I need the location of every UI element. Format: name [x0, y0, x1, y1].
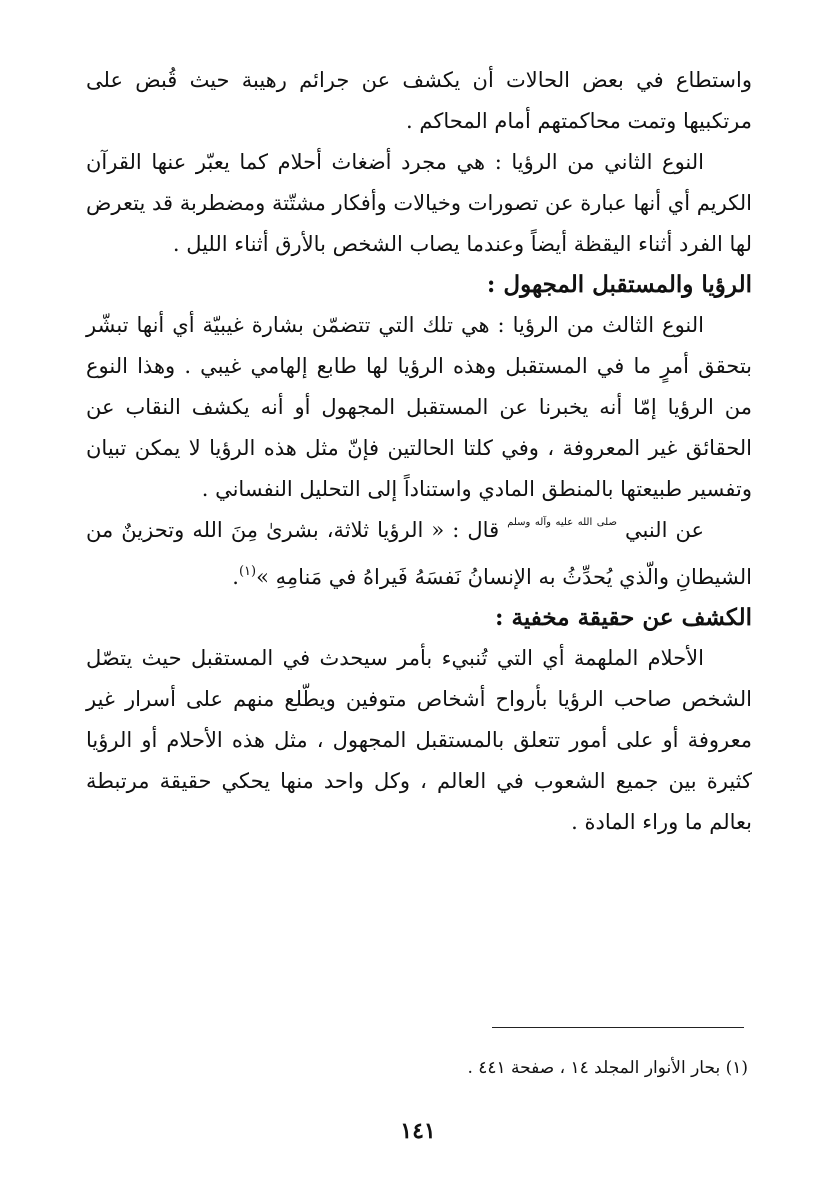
salawat-symbol: صلى الله عليه وآله وسلم — [507, 517, 617, 528]
footnote-divider — [492, 1027, 744, 1028]
heading-text: الرؤيا والمستقبل المجهول — [503, 271, 752, 298]
hadith-intro: عن النبي — [625, 518, 704, 542]
paragraph-3: النوع الثالث من الرؤيا : هي تلك التي تتضمّن بشارة غيبيّة أي أنها تبشّر بتحقق أمرٍ ما في المستقبل وهذه الرؤيا لها طابع إلهامي غيبي . وهذا النوع من الرؤيا إمّا أنه يخبرنا عن المستقبل المجهول أو أنه يكشف النقاب عن الحقائق غير المعروفة ، وفي كلتا الحالتين فإنّ مثل هذه الرؤيا لا يمكن تبيان وتفسير طبيعتها بالمنطق المادي واستناداً إلى التحليل النفساني . — [86, 313, 752, 501]
paragraph-2: النوع الثاني من الرؤيا : هي مجرد أضغاث أحلام كما يعبّر عنها القرآن الكريم أي أنها عبارة عن تصورات وخيالات وأفكار مشتّتة ومضطربة قد يتعرض لها الفرد أثناء اليقظة أيضاً وعندما يصاب الشخص بالأرق أثناء الليل . — [86, 150, 752, 256]
paragraph-1: واستطاع في بعض الحالات أن يكشف عن جرائم رهيبة حيث قُبض على مرتكبيها وتمت محاكمتهم أمام المحاكم . — [86, 68, 752, 133]
section-heading-hidden-truth — [86, 598, 752, 638]
page-body — [86, 60, 752, 843]
paragraph-4-hadith — [86, 510, 752, 598]
hadith-end: . — [232, 565, 239, 589]
heading-colon: : — [486, 271, 504, 298]
hadith-text: قال : « الرؤيا ثلاثة، بشرىٰ مِنَ الله وتحزينٌ من الشيطانِ والّذي يُحدِّثُ به الإنسانُ نَفسَهُ فَيراهُ في مَنامِهِ » — [86, 518, 752, 589]
heading-text: الكشف عن حقيقة مخفية — [511, 604, 752, 631]
heading-colon: : — [494, 604, 512, 631]
footnote: (١) بحار الأنوار المجلد ١٤ ، صفحة ٤٤١ . — [467, 1058, 748, 1078]
page-number: ١٤١ — [400, 1118, 436, 1144]
footnote-reference[interactable]: (١) — [238, 564, 257, 579]
paragraph-5: الأحلام الملهمة أي التي تُنبيء بأمر سيحدث في المستقبل حيث يتصّل الشخص صاحب الرؤيا بأرواح أشخاص متوفين ويطّلع منهم على أسرار غير معروفة أو على أمور تتعلق بالمستقبل المجهول ، مثل هذه الأحلام أو الرؤيا كثيرة بين جميع الشعوب في العالم ، وكل واحد منها يحكي حقيقة مرتبطة بعالم ما وراء المادة . — [86, 646, 752, 834]
section-heading-unknown-future — [86, 265, 752, 305]
